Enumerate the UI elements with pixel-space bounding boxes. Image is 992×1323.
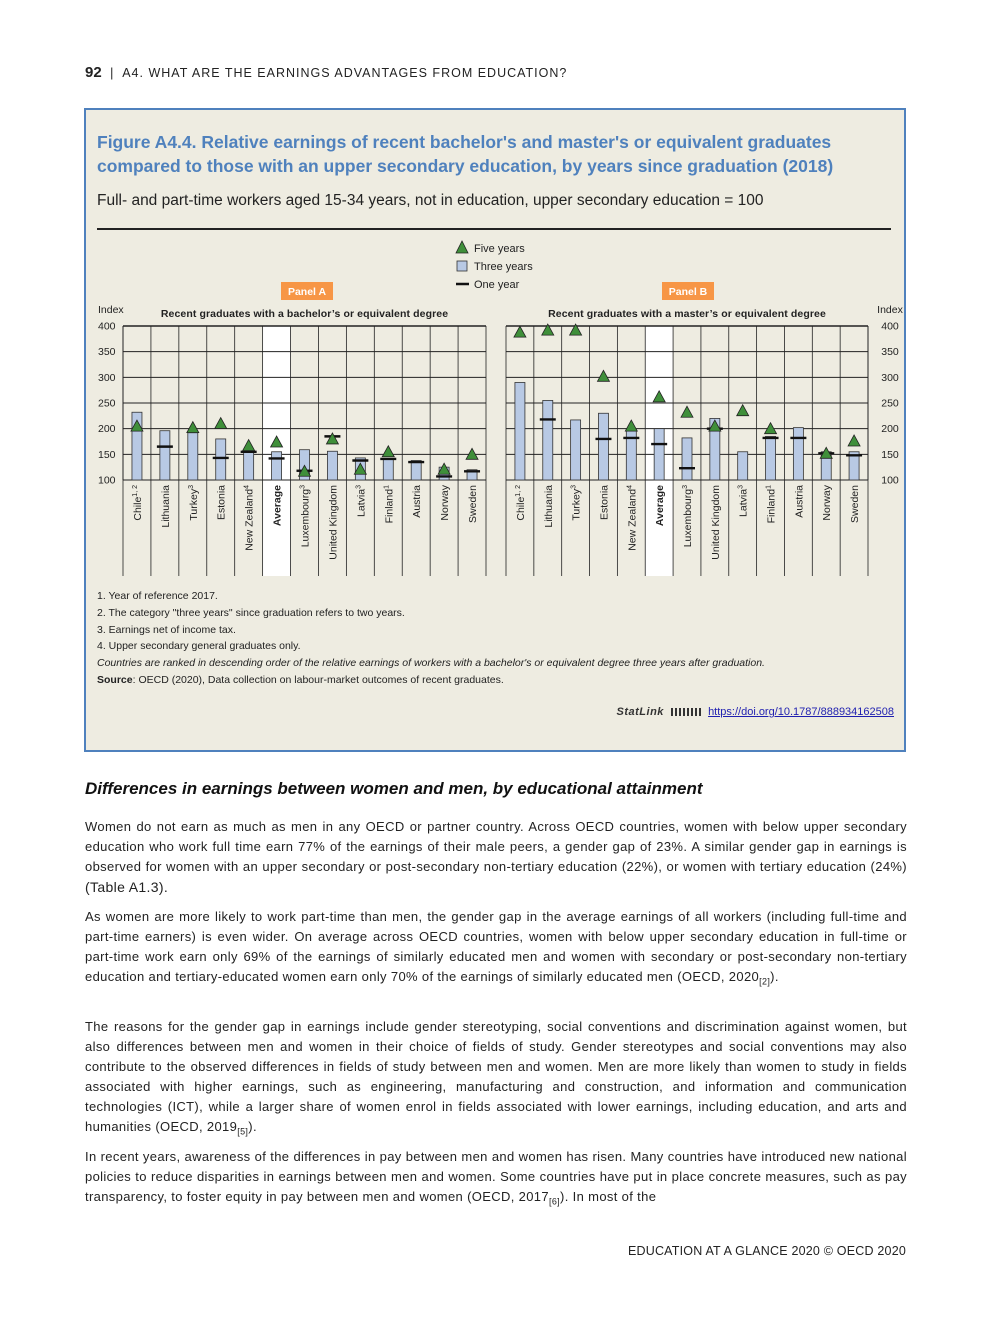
legend-three-years-label: Three years <box>474 261 533 273</box>
category-label-luxembourg <box>300 485 312 547</box>
category-label-turkey <box>571 485 583 521</box>
category-name: Average <box>654 485 667 527</box>
average-column-highlight <box>263 326 291 576</box>
category-footnote-marker: 4 <box>626 485 634 489</box>
paragraph-4-tail: ). In most of the <box>560 1189 657 1204</box>
note-1: 1. Year of reference 2017. <box>97 590 218 602</box>
category-footnote-marker: 1 <box>383 485 391 489</box>
bar-three-years-turkey <box>571 420 581 480</box>
y-tick-label: 400 <box>881 320 899 333</box>
section-heading: Differences in earnings between women and men, by educational attainment <box>85 779 703 798</box>
category-footnote-marker: 1, 2 <box>514 485 522 497</box>
header-separator: | <box>110 66 115 80</box>
paragraph-3-ref[interactable]: [5] <box>237 1126 249 1137</box>
category-name: Sweden <box>849 485 862 523</box>
category-name: Turkey <box>570 488 583 521</box>
paragraph-2-ref[interactable]: [2] <box>759 976 771 987</box>
category-label-turkey <box>188 485 200 521</box>
category-name: Estonia <box>598 485 611 521</box>
category-label-finland <box>383 485 395 523</box>
category-footnote-marker: 3 <box>682 485 689 489</box>
category-footnote-marker: 1 <box>765 485 773 489</box>
figure-box <box>84 108 906 752</box>
bar-three-years-lithuania <box>543 400 553 480</box>
panel-title: Recent graduates with a master’s or equivalent degree <box>548 308 826 320</box>
y-tick-label: 150 <box>98 448 116 461</box>
category-name: Luxembourg <box>682 488 694 548</box>
category-name: Estonia <box>215 485 228 521</box>
bar-three-years-new-zealand <box>626 429 636 480</box>
category-label-latvia <box>355 485 367 517</box>
legend-five-years-marker <box>456 241 468 253</box>
figure-notes <box>97 588 765 689</box>
category-name: Finland <box>765 488 778 524</box>
bar-three-years-lithuania <box>160 431 170 480</box>
category-name: Average <box>271 485 284 527</box>
category-label-sweden <box>849 485 861 523</box>
marker-five-years-estonia <box>597 370 609 381</box>
marker-five-years-new-zealand <box>625 420 637 431</box>
paragraph-1-ref[interactable]: (Table A1.3). <box>85 879 169 895</box>
category-label-average <box>654 485 666 526</box>
y-tick-label: 150 <box>881 448 899 461</box>
paragraph-3 <box>85 1017 907 1142</box>
chart-panel-b <box>506 282 904 576</box>
marker-five-years-sweden <box>848 435 860 446</box>
y-tick-label: 300 <box>881 371 899 384</box>
paragraph-4 <box>85 1147 907 1212</box>
source-text: : OECD (2020), Data collection on labour-market outcomes of recent graduates. <box>132 673 504 686</box>
paragraph-3-text: The reasons for the gender gap in earnings include gender stereotyping, social conventions and discrimination against women, but also differences between men and women in their choice of fields of study. Gender stereotypes and social conventions may also contribute to the observed differences in fields of study between men and women. Men are more likely than women to study in fields associated with higher earnings, such as engineering, manufacturing and construction, and information and communication technologies (ICT), while a larger share of women enrol in fields associated with lower earnings, including education, and arts and humanities (OECD, 2019 <box>85 1019 907 1134</box>
y-axis-label: Index <box>877 304 903 316</box>
category-label-austria <box>411 485 423 518</box>
y-tick-label: 200 <box>98 423 116 436</box>
category-name: Lithuania <box>542 485 555 528</box>
figure-subtitle: Full- and part-time workers aged 15-34 years, not in education, upper secondary education = 100 <box>97 192 764 209</box>
legend-five-years-label: Five years <box>474 243 525 255</box>
paragraph-1-text: Women do not earn as much as men in any OECD or partner country. Across OECD countries, women with below upper secondary education who work full time earn 77% of the earnings of their male peers, a gender gap of 23%. A similar gender gap in earnings is observed for women with an upper secondary or post-secondary non-tertiary education (22%), or women with tertiary education (24%) <box>85 819 907 874</box>
category-name: Luxembourg <box>299 488 312 548</box>
chart-area <box>86 110 904 580</box>
category-name: Norway <box>821 485 834 521</box>
category-name: Chile <box>514 496 527 521</box>
y-tick-label: 100 <box>98 474 116 487</box>
y-tick-label: 250 <box>881 397 899 410</box>
page-footer: EDUCATION AT A GLANCE 2020 © OECD 2020 <box>627 1244 906 1258</box>
statlink-logo-icon <box>671 708 701 716</box>
category-footnote-marker: 4 <box>243 485 251 489</box>
note-4: 4. Upper secondary general graduates only. <box>97 640 301 653</box>
ranking-note: Countries are ranked in descending order of the relative earnings of workers with a bachelor's or equivalent degree three years after graduation. <box>97 657 765 670</box>
category-name: New Zealand <box>626 488 639 551</box>
bar-three-years-united-kingdom <box>327 451 337 480</box>
category-label-lithuania <box>160 485 172 528</box>
source-note <box>97 672 765 689</box>
category-footnote-marker: 3 <box>355 485 363 489</box>
category-name: Latvia <box>355 488 368 517</box>
note-2: 2. The category "three years" since graduation refers to two years. <box>97 606 405 619</box>
category-label-latvia <box>738 485 750 517</box>
paragraph-2-text: As women are more likely to work part-time than men, the gender gap in the average earnings of all workers (including full-time and part-time earners) is even wider. On average across OECD countries, women with below upper secondary education in full-time or part-time work earn only 69% of the earnings of similarly educated men and women with secondary or post-secondary non-tertiary education and tertiary-educated women earn only 70% of the earnings of similarly educated men (OECD, 2020 <box>85 909 907 984</box>
section-title: A4. WHAT ARE THE EARNINGS ADVANTAGES FROM EDUCATION? <box>122 66 568 80</box>
chart-panel-a <box>98 282 486 576</box>
category-footnote-marker: 1, 2 <box>131 485 139 497</box>
category-label-estonia <box>216 485 228 520</box>
category-label-united-kingdom <box>710 485 722 560</box>
category-label-chile <box>132 485 144 521</box>
category-name: Turkey <box>187 488 200 521</box>
category-label-norway <box>821 484 833 520</box>
y-axis-label: Index <box>98 304 124 316</box>
category-label-new-zealand <box>626 485 638 551</box>
legend-one-year-label: One year <box>474 279 520 291</box>
bar-three-years-chile <box>515 382 525 480</box>
paragraph-3-tail: ). <box>248 1119 257 1134</box>
category-label-finland <box>766 485 778 523</box>
category-name: Sweden <box>467 485 480 523</box>
category-footnote-marker: 3 <box>570 485 578 489</box>
bar-three-years-austria <box>411 460 421 480</box>
category-label-lithuania <box>543 485 555 528</box>
panel-badge-label: Panel B <box>668 286 708 298</box>
figure-title: Figure A4.4. Relative earnings of recent bachelor's and master's or equivalent graduates compared to those with an upper secondary education, by years since graduation (2018) <box>97 132 834 176</box>
category-label-sweden <box>467 485 479 523</box>
paragraph-4-text: In recent years, awareness of the differences in pay between men and women has risen. Many countries have introduced new national policies to reduce disparities in earnings between men and women. Some countries have put in place concrete measures, such as pay transparency, to foster equity in pay between men and women (OECD, 2017 <box>85 1149 907 1204</box>
bar-three-years-turkey <box>188 433 198 480</box>
category-footnote-marker: 3 <box>737 485 745 489</box>
category-label-luxembourg <box>682 485 694 547</box>
statlink <box>617 706 894 718</box>
page-header <box>85 64 567 81</box>
statlink-label: StatLink <box>616 706 664 718</box>
category-name: Latvia <box>737 488 750 517</box>
paragraph-1 <box>85 817 907 898</box>
note-3: 3. Earnings net of income tax. <box>97 623 236 636</box>
bar-three-years-average <box>272 452 282 480</box>
legend-three-years-marker <box>457 261 467 271</box>
paragraph-2-tail: ). <box>770 969 779 984</box>
y-tick-label: 100 <box>881 474 899 487</box>
category-name: Lithuania <box>159 485 172 528</box>
marker-five-years-estonia <box>215 418 227 429</box>
paragraph-4-ref[interactable]: [6] <box>548 1196 561 1207</box>
y-tick-label: 400 <box>98 320 116 333</box>
category-label-austria <box>793 485 805 518</box>
panel-title: Recent graduates with a bachelor’s or equivalent degree <box>160 308 449 320</box>
panel-badge-label: Panel A <box>287 286 327 298</box>
bar-three-years-luxembourg <box>682 438 692 480</box>
bar-three-years-estonia <box>216 439 226 480</box>
category-label-average <box>272 485 284 526</box>
category-name: Norway <box>439 485 452 521</box>
category-label-estonia <box>598 485 610 520</box>
category-name: Finland <box>383 488 396 524</box>
category-name: United Kingdom <box>327 485 340 560</box>
bar-three-years-average <box>654 429 664 480</box>
category-footnote-marker: 3 <box>187 485 195 489</box>
bar-three-years-new-zealand <box>244 451 254 480</box>
category-label-norway <box>439 484 451 520</box>
category-label-chile <box>515 485 527 521</box>
marker-five-years-chile <box>514 326 526 337</box>
y-tick-label: 350 <box>881 346 899 359</box>
marker-five-years-finland <box>382 446 394 457</box>
category-label-united-kingdom <box>327 485 339 560</box>
marker-five-years-turkey <box>187 422 199 433</box>
category-name: Austria <box>411 485 424 518</box>
marker-five-years-new-zealand <box>243 440 255 451</box>
statlink-url[interactable]: https://doi.org/10.1787/888934162508 <box>708 706 894 718</box>
y-tick-label: 300 <box>98 371 116 384</box>
paragraph-2 <box>85 907 907 992</box>
bar-three-years-austria <box>793 428 803 480</box>
category-name: New Zealand <box>243 488 256 551</box>
y-tick-label: 200 <box>881 423 899 436</box>
bar-three-years-estonia <box>598 413 608 480</box>
marker-five-years-united-kingdom <box>326 433 338 444</box>
page-number: 92 <box>85 64 102 81</box>
bar-three-years-finland <box>766 436 776 480</box>
category-name: Chile <box>131 496 144 521</box>
category-footnote-marker: 3 <box>299 485 307 489</box>
category-name: Austria <box>793 485 806 518</box>
category-label-new-zealand <box>244 485 256 551</box>
bar-three-years-finland <box>383 459 393 480</box>
source-label: Source <box>97 673 133 686</box>
category-name: United Kingdom <box>709 485 722 560</box>
marker-five-years-latvia <box>737 405 749 416</box>
y-tick-label: 350 <box>98 346 116 359</box>
y-tick-label: 250 <box>98 397 116 410</box>
marker-five-years-luxembourg <box>681 406 693 417</box>
bar-three-years-latvia <box>738 452 748 480</box>
